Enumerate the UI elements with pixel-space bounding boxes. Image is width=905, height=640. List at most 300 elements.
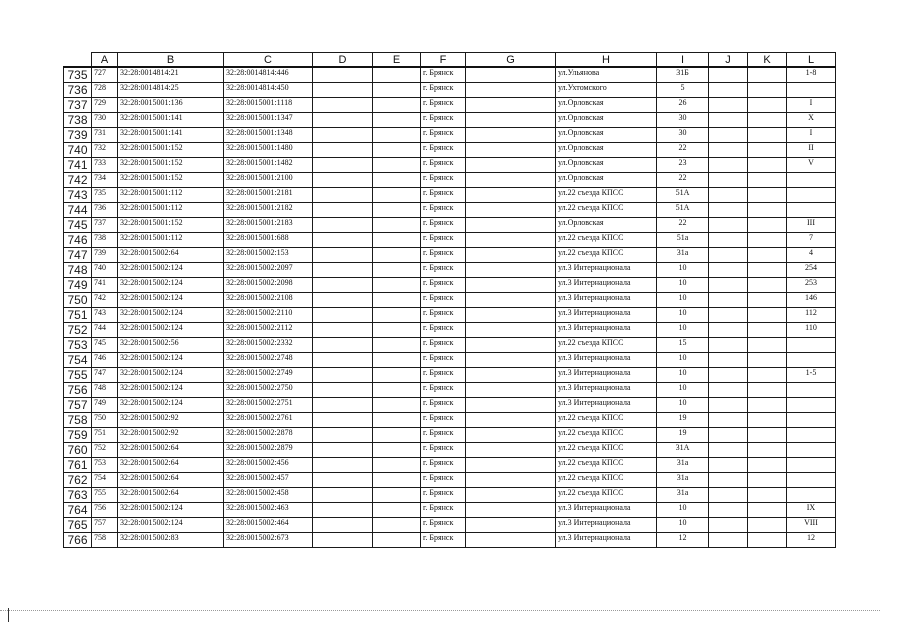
cell-a[interactable]: 752 <box>92 443 118 458</box>
column-header-c[interactable]: C <box>224 53 313 68</box>
cell-d[interactable] <box>313 158 373 173</box>
cell-g[interactable] <box>466 383 556 398</box>
row-number[interactable]: 759 <box>64 428 92 443</box>
cell-i[interactable]: 19 <box>657 428 709 443</box>
column-header-h[interactable]: H <box>556 53 657 68</box>
cell-h[interactable]: ул.3 Интернационала <box>556 383 657 398</box>
cell-g[interactable] <box>466 308 556 323</box>
row-number[interactable]: 752 <box>64 323 92 338</box>
cell-d[interactable] <box>313 368 373 383</box>
cell-a[interactable]: 758 <box>92 533 118 548</box>
cell-d[interactable] <box>313 473 373 488</box>
cell-a[interactable]: 734 <box>92 173 118 188</box>
cell-i[interactable]: 22 <box>657 218 709 233</box>
cell-e[interactable] <box>373 128 421 143</box>
cell-b[interactable]: 32:28:0014814:25 <box>118 83 224 98</box>
row-number[interactable]: 747 <box>64 248 92 263</box>
row-number[interactable]: 741 <box>64 158 92 173</box>
cell-f[interactable]: г. Брянск <box>421 158 466 173</box>
cell-l[interactable] <box>787 413 836 428</box>
cell-c[interactable]: 32:28:0015002:458 <box>224 488 313 503</box>
cell-g[interactable] <box>466 323 556 338</box>
cell-h[interactable]: ул.22 съезда КПСС <box>556 443 657 458</box>
cell-a[interactable]: 732 <box>92 143 118 158</box>
cell-c[interactable]: 32:28:0015001:1118 <box>224 98 313 113</box>
cell-l[interactable]: I <box>787 98 836 113</box>
cell-d[interactable] <box>313 113 373 128</box>
cell-k[interactable] <box>748 218 787 233</box>
cell-i[interactable]: 31а <box>657 473 709 488</box>
row-number[interactable]: 748 <box>64 263 92 278</box>
cell-a[interactable]: 745 <box>92 338 118 353</box>
cell-l[interactable] <box>787 203 836 218</box>
cell-f[interactable]: г. Брянск <box>421 353 466 368</box>
cell-a[interactable]: 749 <box>92 398 118 413</box>
row-number[interactable]: 758 <box>64 413 92 428</box>
cell-f[interactable]: г. Брянск <box>421 218 466 233</box>
cell-c[interactable]: 32:28:0015002:2761 <box>224 413 313 428</box>
row-number[interactable]: 749 <box>64 278 92 293</box>
row-number[interactable]: 735 <box>64 67 92 83</box>
cell-d[interactable] <box>313 233 373 248</box>
cell-a[interactable]: 731 <box>92 128 118 143</box>
row-number[interactable]: 757 <box>64 398 92 413</box>
cell-g[interactable] <box>466 428 556 443</box>
cell-b[interactable]: 32:28:0015001:112 <box>118 188 224 203</box>
cell-f[interactable]: г. Брянск <box>421 203 466 218</box>
cell-b[interactable]: 32:28:0015002:83 <box>118 533 224 548</box>
row-number[interactable]: 742 <box>64 173 92 188</box>
cell-f[interactable]: г. Брянск <box>421 428 466 443</box>
cell-l[interactable] <box>787 338 836 353</box>
cell-c[interactable]: 32:28:0015001:2181 <box>224 188 313 203</box>
cell-e[interactable] <box>373 383 421 398</box>
cell-g[interactable] <box>466 353 556 368</box>
cell-j[interactable] <box>709 158 748 173</box>
cell-b[interactable]: 32:28:0015001:152 <box>118 218 224 233</box>
row-number[interactable]: 745 <box>64 218 92 233</box>
cell-f[interactable]: г. Брянск <box>421 443 466 458</box>
cell-e[interactable] <box>373 263 421 278</box>
cell-k[interactable] <box>748 368 787 383</box>
cell-l[interactable] <box>787 443 836 458</box>
cell-b[interactable]: 32:28:0015002:92 <box>118 413 224 428</box>
cell-b[interactable]: 32:28:0015002:124 <box>118 263 224 278</box>
cell-e[interactable] <box>373 443 421 458</box>
cell-f[interactable]: г. Брянск <box>421 128 466 143</box>
cell-c[interactable]: 32:28:0015002:464 <box>224 518 313 533</box>
cell-c[interactable]: 32:28:0015002:2749 <box>224 368 313 383</box>
cell-h[interactable]: ул.22 съезда КПСС <box>556 488 657 503</box>
cell-j[interactable] <box>709 218 748 233</box>
cell-d[interactable] <box>313 143 373 158</box>
cell-a[interactable]: 748 <box>92 383 118 398</box>
cell-g[interactable] <box>466 398 556 413</box>
cell-i[interactable]: 26 <box>657 98 709 113</box>
cell-l[interactable]: 112 <box>787 308 836 323</box>
cell-e[interactable] <box>373 83 421 98</box>
cell-j[interactable] <box>709 173 748 188</box>
cell-i[interactable]: 10 <box>657 278 709 293</box>
cell-j[interactable] <box>709 503 748 518</box>
cell-g[interactable] <box>466 218 556 233</box>
cell-d[interactable] <box>313 323 373 338</box>
cell-c[interactable]: 32:28:0015002:456 <box>224 458 313 473</box>
cell-d[interactable] <box>313 67 373 83</box>
cell-b[interactable]: 32:28:0014814:21 <box>118 67 224 83</box>
cell-k[interactable] <box>748 113 787 128</box>
cell-c[interactable]: 32:28:0015001:1482 <box>224 158 313 173</box>
cell-k[interactable] <box>748 503 787 518</box>
cell-f[interactable]: г. Брянск <box>421 398 466 413</box>
cell-j[interactable] <box>709 83 748 98</box>
row-number[interactable]: 743 <box>64 188 92 203</box>
row-number[interactable]: 760 <box>64 443 92 458</box>
cell-b[interactable]: 32:28:0015001:152 <box>118 143 224 158</box>
cell-k[interactable] <box>748 263 787 278</box>
cell-i[interactable]: 31а <box>657 458 709 473</box>
cell-l[interactable] <box>787 398 836 413</box>
cell-g[interactable] <box>466 248 556 263</box>
cell-l[interactable] <box>787 83 836 98</box>
cell-a[interactable]: 744 <box>92 323 118 338</box>
cell-e[interactable] <box>373 338 421 353</box>
cell-e[interactable] <box>373 308 421 323</box>
cell-a[interactable]: 736 <box>92 203 118 218</box>
cell-d[interactable] <box>313 488 373 503</box>
cell-h[interactable]: ул.22 съезда КПСС <box>556 338 657 353</box>
column-header-k[interactable]: K <box>748 53 787 68</box>
cell-j[interactable] <box>709 233 748 248</box>
cell-i[interactable]: 10 <box>657 383 709 398</box>
cell-h[interactable]: ул.22 съезда КПСС <box>556 233 657 248</box>
cell-i[interactable]: 10 <box>657 518 709 533</box>
cell-b[interactable]: 32:28:0015001:141 <box>118 113 224 128</box>
cell-a[interactable]: 730 <box>92 113 118 128</box>
cell-e[interactable] <box>373 398 421 413</box>
cell-j[interactable] <box>709 383 748 398</box>
cell-k[interactable] <box>748 533 787 548</box>
cell-d[interactable] <box>313 428 373 443</box>
cell-b[interactable]: 32:28:0015002:124 <box>118 368 224 383</box>
row-number[interactable]: 738 <box>64 113 92 128</box>
cell-h[interactable]: ул.3 Интернационала <box>556 308 657 323</box>
cell-f[interactable]: г. Брянск <box>421 473 466 488</box>
row-number[interactable]: 766 <box>64 533 92 548</box>
cell-c[interactable]: 32:28:0015001:1480 <box>224 143 313 158</box>
cell-e[interactable] <box>373 173 421 188</box>
row-number[interactable]: 753 <box>64 338 92 353</box>
cell-g[interactable] <box>466 413 556 428</box>
cell-i[interactable]: 30 <box>657 128 709 143</box>
cell-c[interactable]: 32:28:0015001:1347 <box>224 113 313 128</box>
cell-e[interactable] <box>373 278 421 293</box>
cell-h[interactable]: ул.22 съезда КПСС <box>556 248 657 263</box>
cell-f[interactable]: г. Брянск <box>421 338 466 353</box>
cell-c[interactable]: 32:28:0015001:2100 <box>224 173 313 188</box>
cell-f[interactable]: г. Брянск <box>421 368 466 383</box>
cell-i[interactable]: 10 <box>657 398 709 413</box>
row-number[interactable]: 761 <box>64 458 92 473</box>
cell-g[interactable] <box>466 83 556 98</box>
cell-j[interactable] <box>709 368 748 383</box>
cell-j[interactable] <box>709 248 748 263</box>
cell-e[interactable] <box>373 428 421 443</box>
cell-c[interactable]: 32:28:0014814:446 <box>224 67 313 83</box>
cell-l[interactable] <box>787 488 836 503</box>
cell-j[interactable] <box>709 143 748 158</box>
cell-h[interactable]: ул.22 съезда КПСС <box>556 428 657 443</box>
cell-i[interactable]: 15 <box>657 338 709 353</box>
cell-f[interactable]: г. Брянск <box>421 233 466 248</box>
cell-k[interactable] <box>748 353 787 368</box>
row-number[interactable]: 739 <box>64 128 92 143</box>
cell-j[interactable] <box>709 398 748 413</box>
cell-b[interactable]: 32:28:0015002:64 <box>118 488 224 503</box>
column-header-g[interactable]: G <box>466 53 556 68</box>
cell-a[interactable]: 753 <box>92 458 118 473</box>
cell-c[interactable]: 32:28:0015002:2750 <box>224 383 313 398</box>
cell-j[interactable] <box>709 98 748 113</box>
cell-e[interactable] <box>373 293 421 308</box>
cell-l[interactable] <box>787 188 836 203</box>
column-header-j[interactable]: J <box>709 53 748 68</box>
cell-b[interactable]: 32:28:0015002:64 <box>118 248 224 263</box>
row-number[interactable]: 751 <box>64 308 92 323</box>
cell-d[interactable] <box>313 338 373 353</box>
cell-a[interactable]: 727 <box>92 67 118 83</box>
cell-i[interactable]: 10 <box>657 293 709 308</box>
cell-e[interactable] <box>373 488 421 503</box>
cell-h[interactable]: ул.Орловская <box>556 113 657 128</box>
column-header-f[interactable]: F <box>421 53 466 68</box>
cell-e[interactable] <box>373 353 421 368</box>
cell-a[interactable]: 740 <box>92 263 118 278</box>
cell-h[interactable]: ул.22 съезда КПСС <box>556 413 657 428</box>
cell-c[interactable]: 32:28:0015002:457 <box>224 473 313 488</box>
cell-c[interactable]: 32:28:0015002:2108 <box>224 293 313 308</box>
column-header-d[interactable]: D <box>313 53 373 68</box>
cell-g[interactable] <box>466 533 556 548</box>
cell-f[interactable]: г. Брянск <box>421 383 466 398</box>
cell-b[interactable]: 32:28:0015001:152 <box>118 158 224 173</box>
cell-c[interactable]: 32:28:0015002:2098 <box>224 278 313 293</box>
cell-l[interactable] <box>787 353 836 368</box>
cell-l[interactable] <box>787 473 836 488</box>
cell-b[interactable]: 32:28:0015001:152 <box>118 173 224 188</box>
cell-e[interactable] <box>373 518 421 533</box>
cell-f[interactable]: г. Брянск <box>421 263 466 278</box>
cell-k[interactable] <box>748 173 787 188</box>
cell-l[interactable]: 110 <box>787 323 836 338</box>
cell-l[interactable]: IX <box>787 503 836 518</box>
cell-e[interactable] <box>373 368 421 383</box>
cell-g[interactable] <box>466 98 556 113</box>
cell-h[interactable]: ул.22 съезда КПСС <box>556 203 657 218</box>
cell-c[interactable]: 32:28:0015002:2878 <box>224 428 313 443</box>
cell-i[interactable]: 10 <box>657 308 709 323</box>
cell-e[interactable] <box>373 233 421 248</box>
row-number[interactable]: 764 <box>64 503 92 518</box>
cell-e[interactable] <box>373 533 421 548</box>
cell-k[interactable] <box>748 233 787 248</box>
cell-i[interactable]: 31а <box>657 248 709 263</box>
cell-k[interactable] <box>748 83 787 98</box>
cell-g[interactable] <box>466 143 556 158</box>
cell-e[interactable] <box>373 203 421 218</box>
cell-a[interactable]: 729 <box>92 98 118 113</box>
cell-g[interactable] <box>466 338 556 353</box>
row-number[interactable]: 746 <box>64 233 92 248</box>
cell-i[interactable]: 10 <box>657 263 709 278</box>
cell-l[interactable]: 254 <box>787 263 836 278</box>
cell-a[interactable]: 742 <box>92 293 118 308</box>
cell-d[interactable] <box>313 398 373 413</box>
cell-h[interactable]: ул.3 Интернационала <box>556 293 657 308</box>
cell-f[interactable]: г. Брянск <box>421 488 466 503</box>
cell-h[interactable]: ул.3 Интернационала <box>556 353 657 368</box>
row-number[interactable]: 762 <box>64 473 92 488</box>
cell-h[interactable]: ул.22 съезда КПСС <box>556 188 657 203</box>
cell-b[interactable]: 32:28:0015002:124 <box>118 503 224 518</box>
cell-l[interactable]: 146 <box>787 293 836 308</box>
cell-l[interactable]: 1-5 <box>787 368 836 383</box>
cell-i[interactable]: 12 <box>657 533 709 548</box>
cell-c[interactable]: 32:28:0015002:153 <box>224 248 313 263</box>
cell-g[interactable] <box>466 368 556 383</box>
cell-d[interactable] <box>313 218 373 233</box>
cell-i[interactable]: 31Б <box>657 67 709 83</box>
cell-c[interactable]: 32:28:0015002:463 <box>224 503 313 518</box>
cell-f[interactable]: г. Брянск <box>421 518 466 533</box>
cell-a[interactable]: 754 <box>92 473 118 488</box>
cell-f[interactable]: г. Брянск <box>421 173 466 188</box>
cell-d[interactable] <box>313 353 373 368</box>
cell-e[interactable] <box>373 248 421 263</box>
cell-f[interactable]: г. Брянск <box>421 83 466 98</box>
cell-g[interactable] <box>466 293 556 308</box>
column-header-e[interactable]: E <box>373 53 421 68</box>
cell-e[interactable] <box>373 413 421 428</box>
cell-j[interactable] <box>709 428 748 443</box>
cell-f[interactable]: г. Брянск <box>421 143 466 158</box>
row-number[interactable]: 756 <box>64 383 92 398</box>
cell-c[interactable]: 32:28:0015002:2110 <box>224 308 313 323</box>
cell-i[interactable]: 31А <box>657 443 709 458</box>
cell-j[interactable] <box>709 518 748 533</box>
cell-a[interactable]: 755 <box>92 488 118 503</box>
cell-d[interactable] <box>313 188 373 203</box>
cell-j[interactable] <box>709 293 748 308</box>
cell-b[interactable]: 32:28:0015002:124 <box>118 353 224 368</box>
cell-k[interactable] <box>748 203 787 218</box>
cell-l[interactable]: 7 <box>787 233 836 248</box>
cell-l[interactable] <box>787 383 836 398</box>
row-number[interactable]: 765 <box>64 518 92 533</box>
cell-d[interactable] <box>313 203 373 218</box>
cell-c[interactable]: 32:28:0015001:688 <box>224 233 313 248</box>
cell-k[interactable] <box>748 128 787 143</box>
cell-g[interactable] <box>466 488 556 503</box>
cell-g[interactable] <box>466 158 556 173</box>
cell-k[interactable] <box>748 458 787 473</box>
cell-j[interactable] <box>709 67 748 83</box>
cell-a[interactable]: 751 <box>92 428 118 443</box>
cell-f[interactable]: г. Брянск <box>421 248 466 263</box>
cell-j[interactable] <box>709 203 748 218</box>
cell-l[interactable] <box>787 428 836 443</box>
cell-i[interactable]: 30 <box>657 113 709 128</box>
cell-l[interactable]: III <box>787 218 836 233</box>
row-number[interactable]: 740 <box>64 143 92 158</box>
cell-c[interactable]: 32:28:0015002:2879 <box>224 443 313 458</box>
cell-e[interactable] <box>373 98 421 113</box>
cell-b[interactable]: 32:28:0015002:124 <box>118 293 224 308</box>
cell-d[interactable] <box>313 458 373 473</box>
cell-l[interactable]: 253 <box>787 278 836 293</box>
cell-f[interactable]: г. Брянск <box>421 278 466 293</box>
cell-l[interactable]: II <box>787 143 836 158</box>
cell-h[interactable]: ул.3 Интернационала <box>556 323 657 338</box>
cell-f[interactable]: г. Брянск <box>421 67 466 83</box>
cell-k[interactable] <box>748 398 787 413</box>
cell-f[interactable]: г. Брянск <box>421 113 466 128</box>
cell-b[interactable]: 32:28:0015001:112 <box>118 203 224 218</box>
cell-b[interactable]: 32:28:0015002:124 <box>118 398 224 413</box>
cell-g[interactable] <box>466 188 556 203</box>
cell-k[interactable] <box>748 158 787 173</box>
cell-k[interactable] <box>748 293 787 308</box>
cell-i[interactable]: 22 <box>657 143 709 158</box>
cell-k[interactable] <box>748 338 787 353</box>
cell-c[interactable]: 32:28:0015002:673 <box>224 533 313 548</box>
cell-i[interactable]: 51А <box>657 203 709 218</box>
cell-a[interactable]: 738 <box>92 233 118 248</box>
cell-k[interactable] <box>748 278 787 293</box>
cell-e[interactable] <box>373 158 421 173</box>
cell-h[interactable]: ул.Орловская <box>556 173 657 188</box>
cell-g[interactable] <box>466 278 556 293</box>
cell-b[interactable]: 32:28:0015002:92 <box>118 428 224 443</box>
cell-h[interactable]: ул.3 Интернационала <box>556 503 657 518</box>
cell-d[interactable] <box>313 413 373 428</box>
column-header-b[interactable]: B <box>118 53 224 68</box>
cell-j[interactable] <box>709 323 748 338</box>
cell-f[interactable]: г. Брянск <box>421 308 466 323</box>
cell-b[interactable]: 32:28:0015002:124 <box>118 278 224 293</box>
cell-d[interactable] <box>313 533 373 548</box>
cell-g[interactable] <box>466 173 556 188</box>
cell-k[interactable] <box>748 308 787 323</box>
cell-k[interactable] <box>748 67 787 83</box>
cell-g[interactable] <box>466 113 556 128</box>
cell-d[interactable] <box>313 173 373 188</box>
cell-b[interactable]: 32:28:0015002:64 <box>118 458 224 473</box>
cell-d[interactable] <box>313 128 373 143</box>
cell-j[interactable] <box>709 263 748 278</box>
cell-l[interactable]: 1-8 <box>787 67 836 83</box>
row-number[interactable]: 763 <box>64 488 92 503</box>
cell-c[interactable]: 32:28:0014814:450 <box>224 83 313 98</box>
cell-l[interactable]: V <box>787 158 836 173</box>
cell-a[interactable]: 756 <box>92 503 118 518</box>
cell-h[interactable]: ул.Орловская <box>556 143 657 158</box>
cell-k[interactable] <box>748 248 787 263</box>
cell-l[interactable]: 12 <box>787 533 836 548</box>
cell-a[interactable]: 737 <box>92 218 118 233</box>
cell-e[interactable] <box>373 323 421 338</box>
cell-g[interactable] <box>466 67 556 83</box>
